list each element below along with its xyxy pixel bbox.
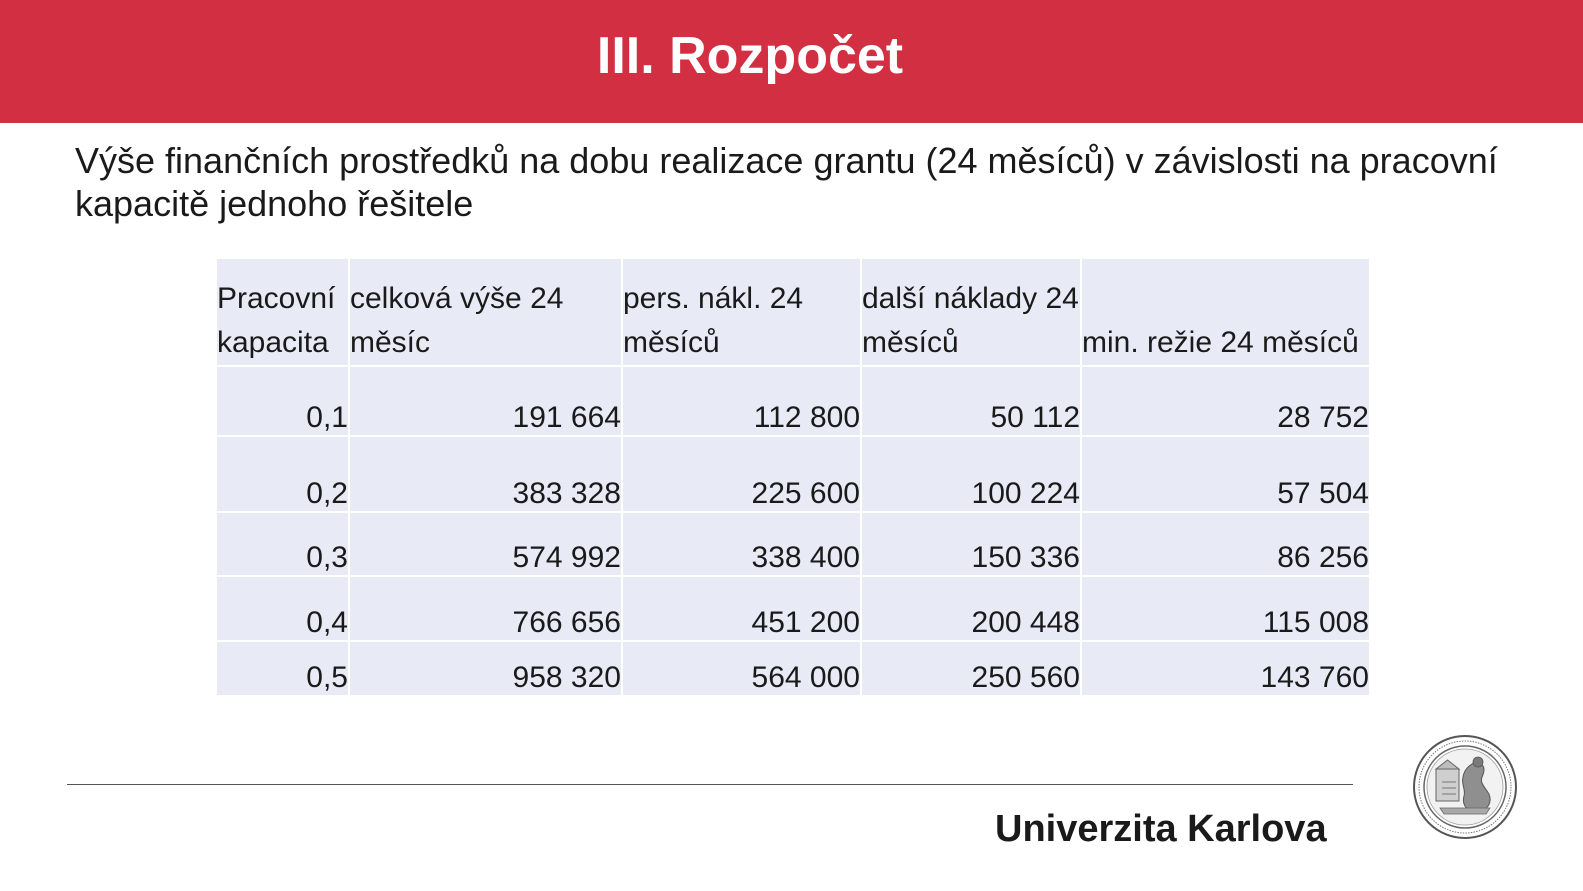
cell-capacity: 0,5 [217,642,348,695]
cell-overhead: 143 760 [1082,642,1369,695]
cell-overhead: 28 752 [1082,367,1369,435]
slide-subtitle: Výše finančních prostředků na dobu realizace grantu (24 měsíců) v závislosti na pracovní kapacitě jednoho řešitele [75,140,1498,224]
table-header-row [217,259,1369,365]
cell-overhead: 115 008 [1082,577,1369,640]
header-total: celková výše 24 měsíc [350,259,621,365]
cell-other-costs: 150 336 [862,513,1080,575]
cell-total: 766 656 [350,577,621,640]
cell-other-costs: 50 112 [862,367,1080,435]
table-row [217,513,1369,575]
cell-total: 958 320 [350,642,621,695]
cell-personnel: 112 800 [623,367,860,435]
table-row [217,437,1369,511]
footer-brand-name: Univerzita Karlova [995,808,1327,850]
cell-other-costs: 100 224 [862,437,1080,511]
cell-capacity: 0,2 [217,437,348,511]
cell-personnel: 564 000 [623,642,860,695]
header-other-costs: další náklady 24 měsíců [862,259,1080,365]
cell-personnel: 225 600 [623,437,860,511]
cell-capacity: 0,3 [217,513,348,575]
budget-table [215,257,1371,697]
cell-total: 191 664 [350,367,621,435]
cell-capacity: 0,1 [217,367,348,435]
cell-total: 383 328 [350,437,621,511]
cell-other-costs: 250 560 [862,642,1080,695]
title-bar [0,0,1583,123]
cell-capacity: 0,4 [217,577,348,640]
footer-divider [67,784,1353,785]
header-personnel: pers. nákl. 24 měsíců [623,259,860,365]
header-capacity: Pracovní kapacita [217,259,348,365]
university-seal-icon [1412,734,1518,840]
cell-other-costs: 200 448 [862,577,1080,640]
cell-personnel: 338 400 [623,513,860,575]
cell-overhead: 57 504 [1082,437,1369,511]
cell-total: 574 992 [350,513,621,575]
header-overhead: min. režie 24 měsíců [1082,259,1369,365]
cell-overhead: 86 256 [1082,513,1369,575]
table-row [217,367,1369,435]
slide-title: III. Rozpočet [596,27,904,85]
table-row [217,577,1369,640]
table-row [217,642,1369,695]
cell-personnel: 451 200 [623,577,860,640]
